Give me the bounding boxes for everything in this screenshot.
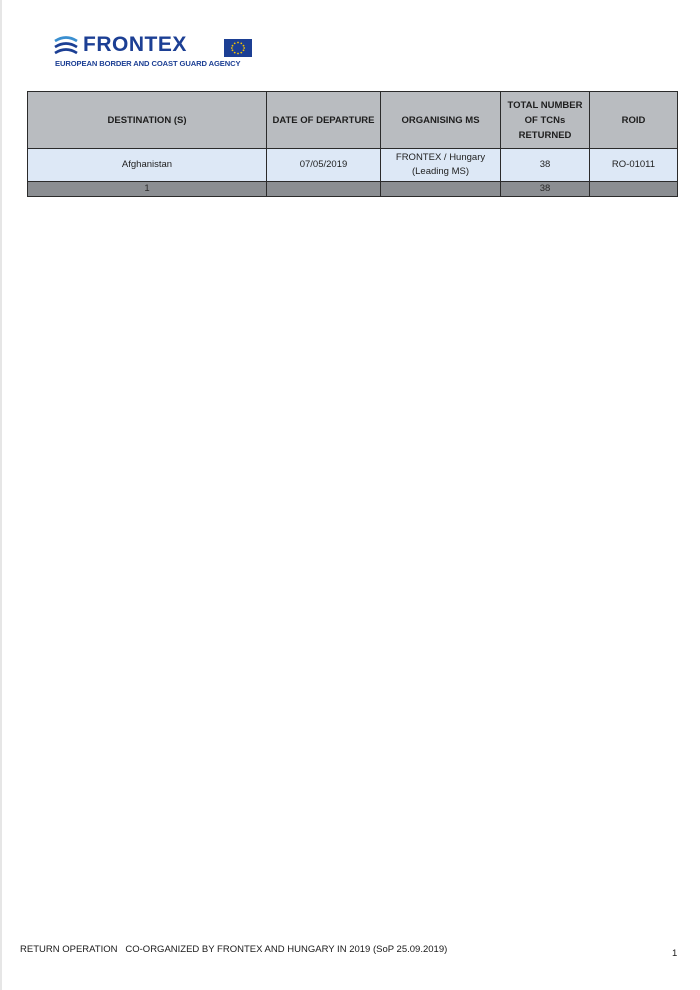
cell-organising-ms: FRONTEX / Hungary (Leading MS) (381, 149, 501, 182)
return-operations-table (27, 91, 678, 197)
column-header-date-of-departure: DATE OF DEPARTURE (267, 92, 381, 149)
cell-roid: RO-01011 (590, 149, 678, 182)
total-organising-ms (381, 182, 501, 197)
cell-destination: Afghanistan (28, 149, 267, 182)
total-tcns-returned: 38 (501, 182, 590, 197)
column-header-destination: DESTINATION (S) (28, 92, 267, 149)
cell-date-of-departure: 07/05/2019 (267, 149, 381, 182)
page-edge (0, 0, 2, 990)
logo-wordmark: FRONTEX (83, 33, 187, 56)
table-total-row (28, 182, 678, 197)
table-header-row (28, 92, 678, 149)
total-destinations: 1 (28, 182, 267, 197)
frontex-logo (54, 34, 264, 70)
table-row (28, 149, 678, 182)
column-header-organising-ms: ORGANISING MS (381, 92, 501, 149)
page-number: 1 (672, 948, 678, 959)
eu-flag-icon (224, 39, 252, 57)
frontex-wave-icon (54, 35, 78, 57)
total-date-of-departure (267, 182, 381, 197)
column-header-roid: ROID (590, 92, 678, 149)
column-header-total-tcns-returned: TOTAL NUMBER OF TCNs RETURNED (501, 92, 590, 149)
total-roid (590, 182, 678, 197)
footer-caption: RETURN OPERATION CO-ORGANIZED BY FRONTEX AND HUNGARY IN 2019 (SoP 25.09.2019) (20, 944, 448, 955)
logo-subtitle: EUROPEAN BORDER AND COAST GUARD AGENCY (55, 59, 241, 68)
cell-total-tcns-returned: 38 (501, 149, 590, 182)
